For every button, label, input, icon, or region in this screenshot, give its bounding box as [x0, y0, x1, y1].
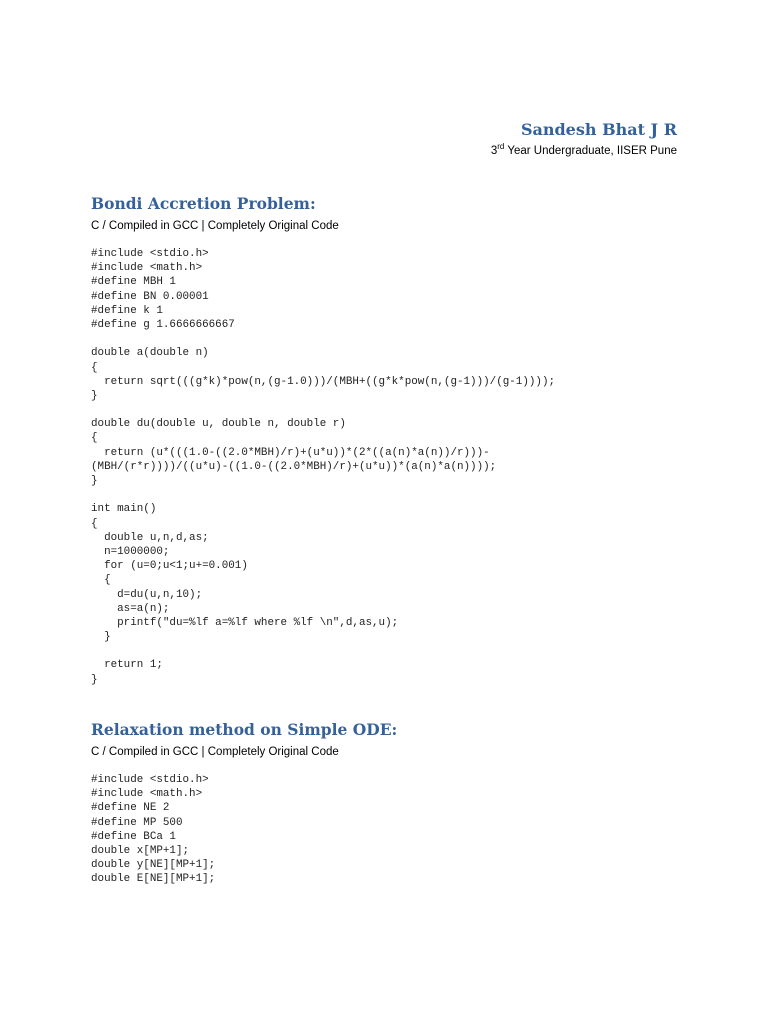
code-line: #define NE 2 [91, 802, 170, 815]
code-line: #include <stdio.h> [91, 248, 209, 260]
section-bondi-accretion [91, 194, 691, 687]
code-line: as=a(n); [91, 602, 170, 615]
code-line: for (u=0;u<1;u+=0.001) [91, 560, 248, 573]
code-line: double u,n,d,as; [91, 531, 209, 544]
code-block [91, 773, 691, 887]
code-line: } [91, 389, 98, 402]
code-line: #include <math.h> [91, 788, 203, 801]
code-block [91, 247, 691, 687]
code-line: } [91, 673, 98, 686]
section-subheading: C / Compiled in GCC | Completely Original Code [91, 746, 339, 758]
code-line: n=1000000; [91, 545, 170, 558]
code-line: { [91, 574, 111, 587]
code-line [91, 644, 691, 658]
code-line: { [91, 361, 98, 374]
code-line: } [91, 475, 98, 487]
code-line: (MBH/(r*r))))/((u*u)-((1.0-((2.0*MBH)/r)+(u*u))*(a(n)*a(n)))); [91, 460, 497, 473]
year-number: 3 [490, 145, 498, 157]
code-line: double x[MP+1]; [91, 844, 190, 857]
code-line: { [91, 432, 98, 445]
section-relaxation-method [91, 720, 691, 887]
section-subheading: C / Compiled in GCC | Completely Original Code [91, 220, 339, 232]
code-line: { [91, 517, 98, 530]
section-heading: Relaxation method on Simple ODE: [91, 720, 398, 739]
code-line: return (u*(((1.0-((2.0*MBH)/r)+(u*u))*(2*((a(n)*a(n))/r)))- [91, 446, 490, 459]
code-line: } [91, 631, 111, 644]
code-line: #define MP 500 [91, 816, 183, 829]
code-line: double E[NE][MP+1]; [91, 873, 216, 886]
code-line [91, 332, 691, 346]
code-line: #define g 1.6666666667 [91, 318, 235, 331]
affiliation [490, 142, 677, 157]
code-line: return 1; [91, 659, 163, 672]
code-line: #define BN 0.00001 [91, 290, 209, 303]
code-line: double a(double n) [91, 347, 209, 360]
year-suffix: rd [497, 142, 505, 152]
code-line: #define MBH 1 [91, 276, 176, 289]
section-heading: Bondi Accretion Problem: [91, 194, 316, 213]
affiliation-text: Year Undergraduate, IISER Pune [504, 145, 677, 157]
code-line: printf("du=%lf a=%lf where %lf \n",d,as,u); [91, 616, 399, 629]
code-line: #include <stdio.h> [91, 774, 209, 786]
code-line: double y[NE][MP+1]; [91, 859, 216, 872]
code-line: d=du(u,n,10); [91, 588, 203, 601]
code-line: int main() [91, 503, 157, 516]
code-line: return sqrt(((g*k)*pow(n,(g-1.0)))/(MBH+((g*k*pow(n,(g-1)))/(g-1)))); [91, 375, 556, 388]
author-name: Sandesh Bhat J R [520, 120, 677, 139]
code-line: double du(double u, double n, double r) [91, 418, 346, 431]
code-line: #define BCa 1 [91, 830, 176, 843]
code-line [91, 403, 691, 417]
code-line: #include <math.h> [91, 262, 203, 275]
code-line: #define k 1 [91, 304, 163, 317]
code-line [91, 488, 691, 502]
